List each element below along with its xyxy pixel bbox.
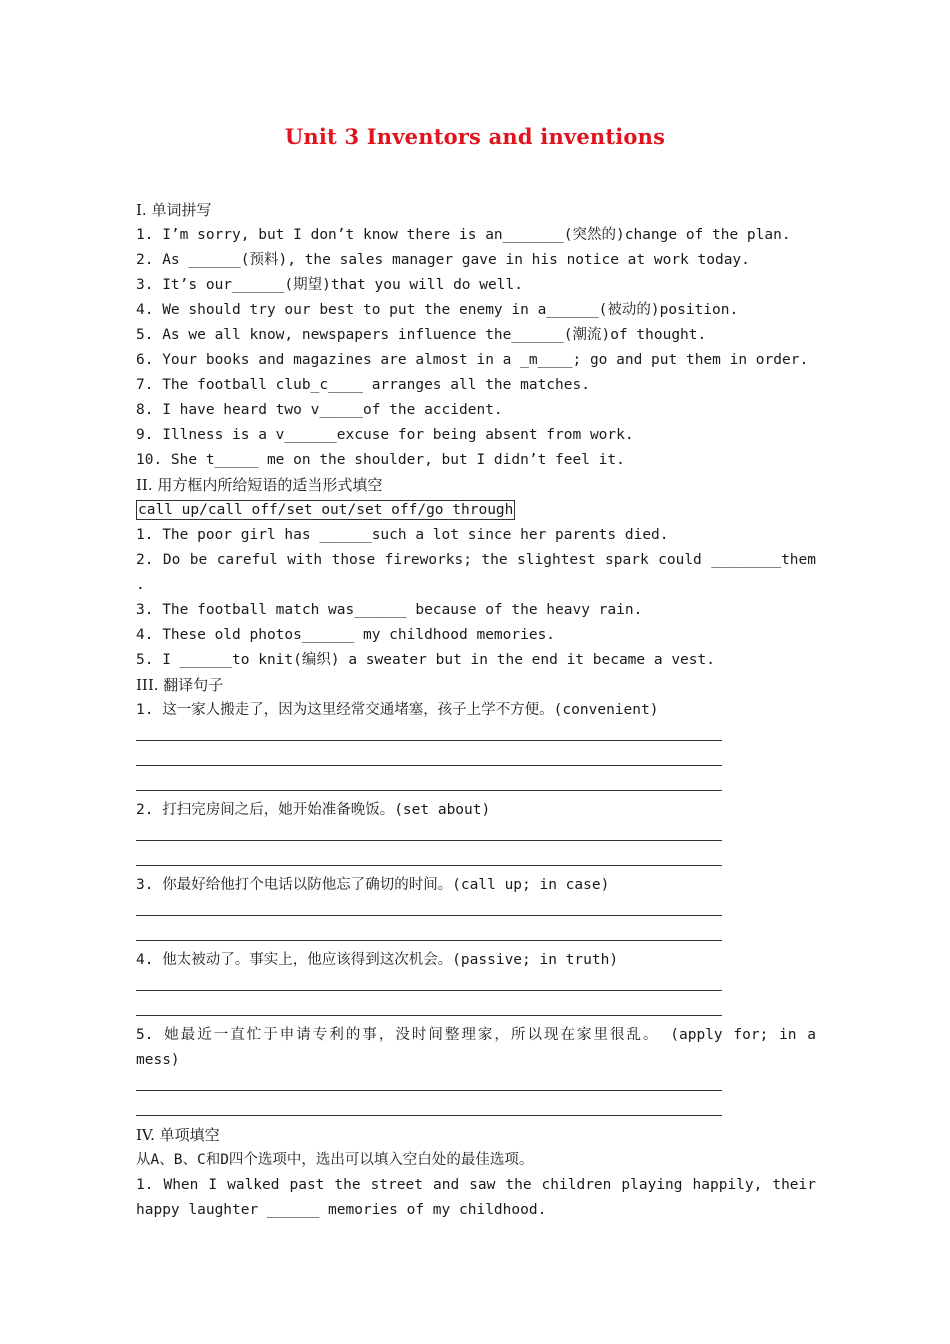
section-3-heading: III. 翻译句子: [136, 676, 224, 694]
phrase-box: call up/call off/set out/set off/go through: [138, 502, 514, 518]
list-item: 3. It’s our______(期望)that you will do well.: [136, 277, 523, 293]
list-item-continuation: .: [136, 577, 145, 593]
section-2-heading: II. 用方框内所给短语的适当形式填空: [136, 476, 383, 494]
mcq-question-1: 1. When I walked past the street and saw the children playing happily, their: [136, 1177, 816, 1193]
section-1-heading: I. 单词拼写: [136, 201, 212, 219]
list-item: 5. As we all know, newspapers influence the______(潮流)of thought.: [136, 327, 707, 343]
translation-question-5-continuation: mess): [136, 1052, 180, 1068]
list-item: 6. Your books and magazines are almost in a _m____; go and put them in order.: [136, 352, 809, 368]
translation-question-3: 3. 你最好给他打个电话以防他忘了确切的时间。(call up; in case): [136, 877, 610, 893]
page-title: Unit 3 Inventors and inventions: [284, 124, 666, 149]
list-item: 2. As ______(预料), the sales manager gave in his notice at work today.: [136, 252, 750, 268]
answer-line[interactable]: [136, 1098, 816, 1123]
answer-line[interactable]: [136, 998, 816, 1023]
answer-line[interactable]: [136, 923, 816, 948]
worksheet-content: [136, 198, 816, 1223]
answer-line[interactable]: [136, 848, 816, 873]
list-item: 4. These old photos______ my childhood memories.: [136, 627, 556, 643]
answer-line[interactable]: [136, 1073, 816, 1098]
list-item: 3. The football match was______ because of the heavy rain.: [136, 602, 643, 618]
translation-question-4: 4. 他太被动了。事实上，他应该得到这次机会。(passive; in truth): [136, 952, 619, 968]
list-item: 9. Illness is a v______excuse for being absent from work.: [136, 427, 634, 443]
list-item: 4. We should try our best to put the enemy in a______(被动的)position.: [136, 302, 739, 318]
list-item: 1. The poor girl has ______such a lot since her parents died.: [136, 527, 669, 543]
section-4-heading: IV. 单项填空: [136, 1126, 220, 1144]
list-item: 7. The football club_c____ arranges all the matches.: [136, 377, 590, 393]
answer-line[interactable]: [136, 898, 816, 923]
list-item: 5. I ______to knit(编织) a sweater but in the end it became a vest.: [136, 652, 715, 668]
mcq-question-1-continuation: happy laughter ______ memories of my childhood.: [136, 1202, 547, 1218]
translation-question-2: 2. 打扫完房间之后，她开始准备晚饭。(set about): [136, 802, 491, 818]
translation-question-1: 1. 这一家人搬走了，因为这里经常交通堵塞，孩子上学不方便。(convenient): [136, 702, 659, 718]
answer-line[interactable]: [136, 773, 816, 798]
answer-line[interactable]: [136, 748, 816, 773]
answer-line[interactable]: [136, 823, 816, 848]
list-item: 2. Do be careful with those fireworks; the slightest spark could ________them: [136, 552, 816, 568]
list-item: 8. I have heard two v_____of the accident.: [136, 402, 503, 418]
list-item: 1. I’m sorry, but I don’t know there is an_______(突然的)change of the plan.: [136, 227, 791, 243]
list-item: 10. She t_____ me on the shoulder, but I didn’t feel it.: [136, 452, 625, 468]
translation-question-5: 5. 她最近一直忙于申请专利的事，没时间整理家，所以现在家里很乱。 (apply for; in a: [136, 1027, 816, 1043]
answer-line[interactable]: [136, 973, 816, 998]
section-4-instruction: 从A、B、C和D四个选项中，选出可以填入空白处的最佳选项。: [136, 1152, 534, 1168]
answer-line[interactable]: [136, 723, 816, 748]
